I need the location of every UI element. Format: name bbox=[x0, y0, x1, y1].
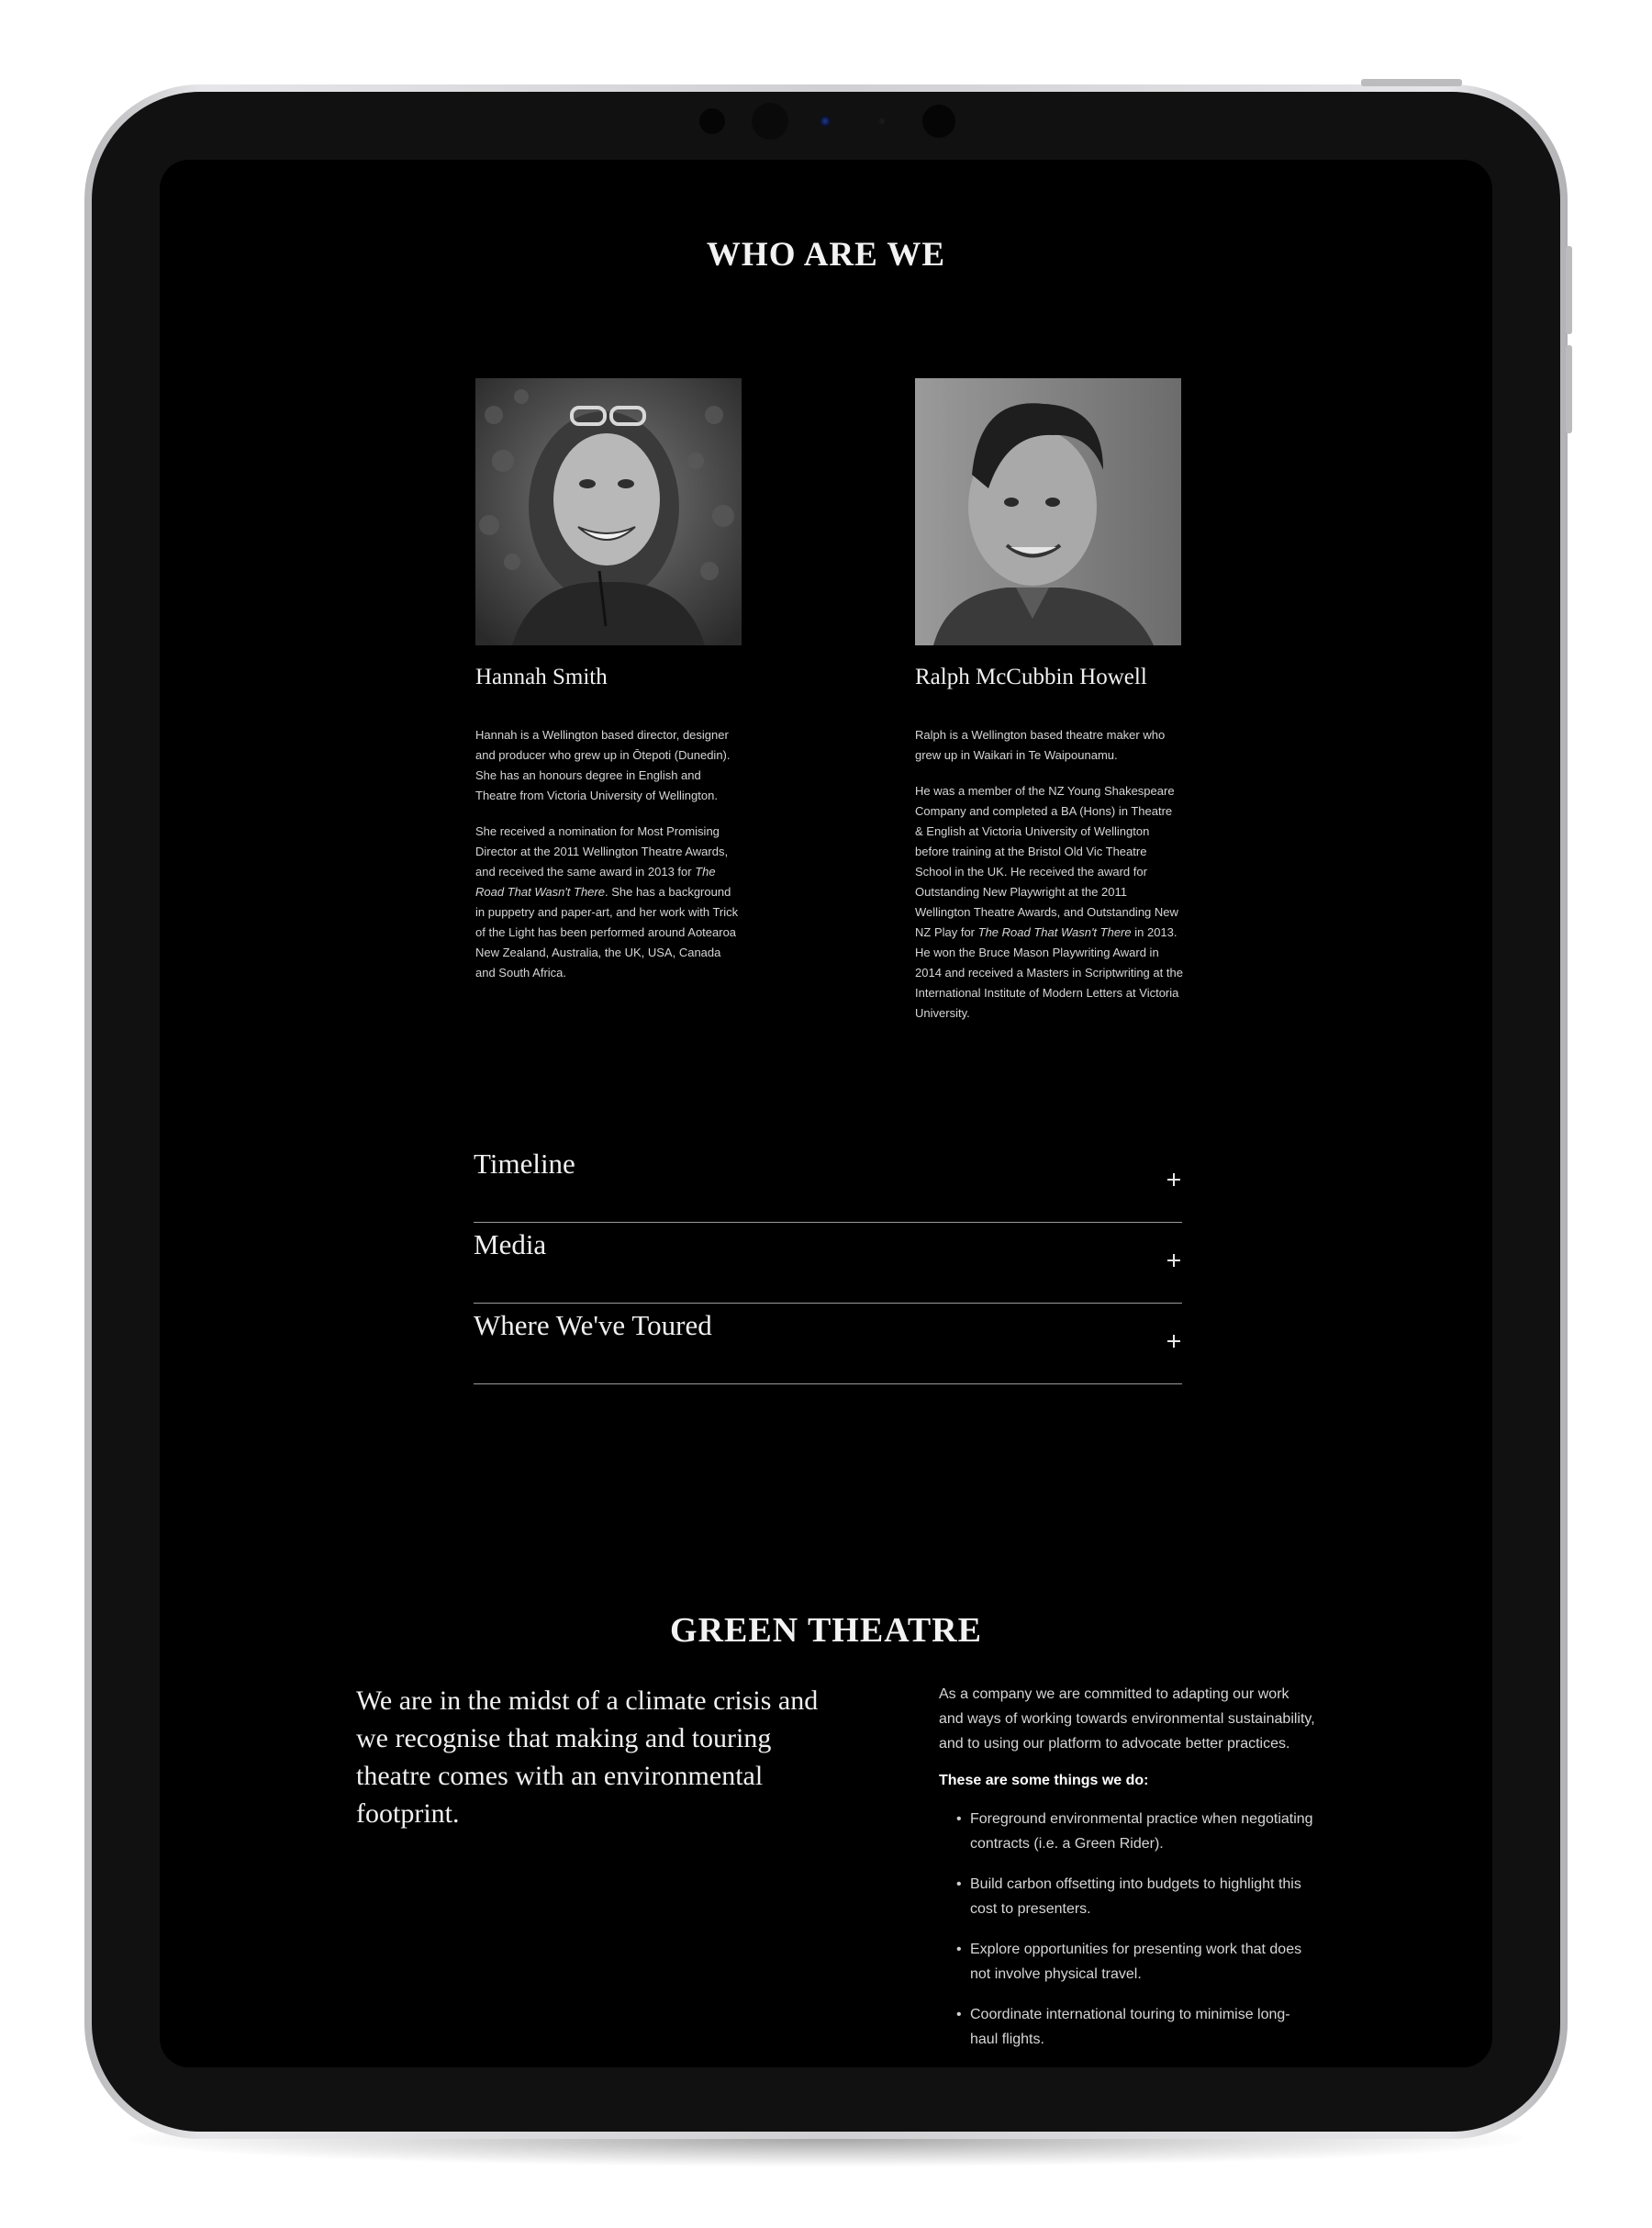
sensor-dot bbox=[922, 105, 955, 138]
screen bbox=[160, 160, 1492, 2067]
sensor-dot bbox=[879, 118, 885, 124]
bio-paragraph bbox=[915, 781, 1183, 1024]
hannah-smith-name: Hannah Smith bbox=[475, 665, 608, 689]
bullet-icon: • bbox=[956, 1942, 962, 1957]
accordion-timeline[interactable] bbox=[474, 1142, 1182, 1223]
accordion-where-weve-toured[interactable] bbox=[474, 1304, 1182, 1384]
plus-icon[interactable] bbox=[1167, 1173, 1180, 1186]
volume-up-button bbox=[1566, 246, 1572, 334]
green-theatre-intro: As a company we are committed to adapting our work and ways of working towards environmental sustainability, and to using our platform to advocate better practices. bbox=[939, 1686, 1315, 1752]
play-title: The Road That Wasn't There bbox=[977, 925, 1132, 939]
green-theatre-heading: GREEN THEATRE bbox=[670, 1611, 982, 1650]
bio-text: She received a nomination for Most Promising Director at the 2011 Wellington Theatre Awards, and received the same award in 2013 for bbox=[475, 824, 729, 879]
bio-paragraph: Hannah is a Wellington based director, designer and producer who grew up in Ōtepoti (Dunedin). She has an honours degree in English and Theatre from Victoria University of Wellington. bbox=[475, 728, 731, 802]
plus-icon[interactable] bbox=[1167, 1335, 1180, 1348]
list-item-text: Coordinate international touring to minimise long-haul flights. bbox=[970, 2007, 1290, 2047]
list-item bbox=[939, 1937, 1315, 1987]
accordion-label: Where We've Toured bbox=[474, 1309, 712, 1341]
list-item bbox=[939, 1872, 1315, 1921]
play-title: The Road That Wasn't There bbox=[475, 865, 716, 899]
list-item bbox=[939, 1807, 1315, 1856]
green-theatre-body bbox=[939, 1682, 1315, 2067]
sensor-dot bbox=[752, 103, 788, 140]
green-theatre-lead: We are in the midst of a climate crisis and we recognise that making and touring theatre comes with an environmental footprint. bbox=[356, 1685, 819, 1829]
hannah-smith-bio bbox=[475, 725, 743, 999]
who-are-we-heading: WHO ARE WE bbox=[706, 236, 946, 274]
ralph-mccubbin-howell-photo bbox=[915, 378, 1181, 645]
volume-down-button bbox=[1566, 345, 1572, 433]
bio-text: . She has a background in puppetry and paper-art, and her work with Trick of the Light has been performed around Aotearoa New Zealand, Australia, the UK, USA, Canada and South Africa. bbox=[475, 885, 739, 980]
bullet-icon: • bbox=[956, 1811, 962, 1827]
list-item-text: Foreground environmental practice when negotiating contracts (i.e. a Green Rider). bbox=[970, 1811, 1313, 1852]
bullet-icon: • bbox=[956, 2007, 962, 2022]
accordion-media[interactable] bbox=[474, 1223, 1182, 1304]
plus-icon[interactable] bbox=[1167, 1254, 1180, 1267]
sensor-dot bbox=[699, 108, 725, 134]
ralph-mccubbin-howell-name: Ralph McCubbin Howell bbox=[915, 665, 1147, 689]
front-camera-icon bbox=[820, 116, 831, 127]
accordion-label: Timeline bbox=[474, 1148, 575, 1180]
list-item bbox=[939, 2002, 1315, 2052]
list-item-text: Explore opportunities for presenting work that does not involve physical travel. bbox=[970, 1942, 1302, 1982]
bio-text: in 2013. He won the Bruce Mason Playwriting Award in 2014 and received a Masters in Scriptwriting at the International Institute of Modern Letters at Victoria University. bbox=[915, 925, 1183, 1020]
bio-text: He was a member of the NZ Young Shakespeare Company and completed a BA (Hons) in Theatre & English at Victoria University of Wellington before training at the Bristol Old Vic Theatre School in the UK. He received the award for Outstanding New Playwright at the 2011 Wellington Theatre Awards, and Outstanding New NZ Play for bbox=[915, 784, 1178, 939]
green-theatre-list bbox=[939, 1807, 1315, 2052]
bio-paragraph bbox=[475, 822, 743, 983]
accordion-label: Media bbox=[474, 1228, 547, 1260]
green-theatre-list-heading: These are some things we do: bbox=[939, 1773, 1149, 1788]
hannah-smith-photo bbox=[475, 378, 742, 645]
list-item-text: Build carbon offsetting into budgets to highlight this cost to presenters. bbox=[970, 1876, 1301, 1917]
top-button bbox=[1361, 79, 1462, 86]
ralph-mccubbin-howell-bio bbox=[915, 725, 1183, 1039]
bullet-icon: • bbox=[956, 1876, 962, 1892]
bio-paragraph: Ralph is a Wellington based theatre maker who grew up in Waikari in Te Waipounamu. bbox=[915, 728, 1166, 762]
